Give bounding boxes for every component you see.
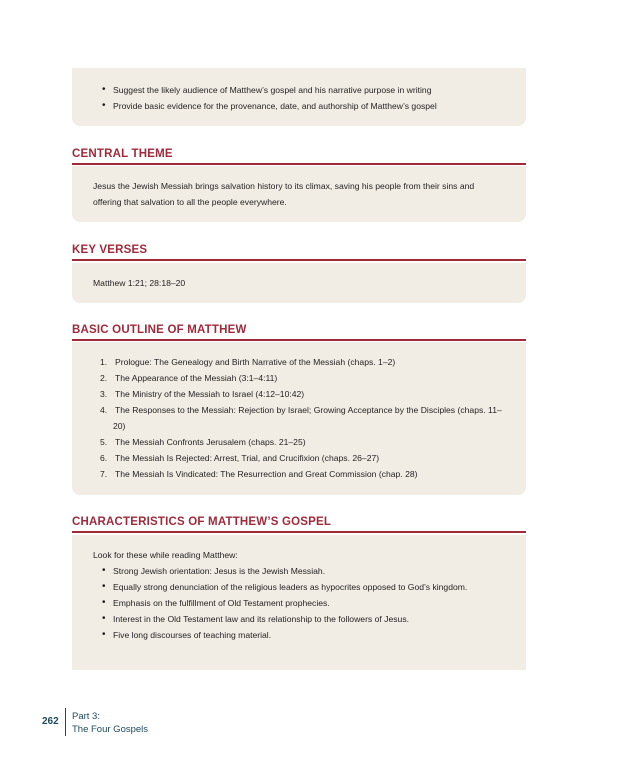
list-item: • Equally strong denunciation of the religious leaders as hypocrites opposed to God’s kingdom.	[102, 579, 506, 595]
list-item: • Emphasis on the fulfillment of Old Testament prophecies.	[102, 595, 506, 611]
key-verses-box	[72, 263, 526, 303]
list-item: • Suggest the likely audience of Matthew’s gospel and his narrative purpose in writing	[102, 82, 506, 98]
key-verses-heading: KEY VERSES	[72, 244, 526, 261]
characteristics-list	[102, 563, 506, 643]
characteristics-heading: CHARACTERISTICS OF MATTHEW’S GOSPEL	[72, 516, 526, 533]
list-item: 2. The Appearance of the Messiah (3:1–4:11)	[100, 373, 278, 383]
central-theme-box	[72, 166, 526, 222]
outline-box	[72, 342, 526, 495]
characteristics-intro: Look for these while reading Matthew:	[93, 550, 238, 560]
list-item: • Strong Jewish orientation: Jesus is the Jewish Messiah.	[102, 563, 506, 579]
list-item: 4. The Responses to the Messiah: Rejection by Israel; Growing Acceptance by the Disciples (chaps. 11–20)	[100, 405, 502, 431]
objectives-list	[102, 82, 506, 114]
list-item: 5. The Messiah Confronts Jerusalem (chaps. 21–25)	[100, 437, 306, 447]
list-item: 1. Prologue: The Genealogy and Birth Narrative of the Messiah (chaps. 1–2)	[100, 357, 396, 367]
central-theme-heading: CENTRAL THEME	[72, 148, 526, 165]
list-item: • Provide basic evidence for the provenance, date, and authorship of Matthew’s gospel	[102, 98, 506, 114]
page-number: 262	[42, 716, 59, 727]
list-item: 3. The Ministry of the Messiah to Israel (4:12–10:42)	[100, 389, 305, 399]
list-item: 6. The Messiah Is Rejected: Arrest, Trial, and Crucifixion (chaps. 26–27)	[100, 453, 380, 463]
outline-heading: BASIC OUTLINE OF MATTHEW	[72, 324, 526, 341]
objectives-box	[72, 68, 526, 126]
characteristics-box	[72, 535, 526, 670]
footer-title: The Four Gospels	[72, 724, 149, 735]
list-item: • Interest in the Old Testament law and its relationship to the followers of Jesus.	[102, 611, 506, 627]
central-theme-text: Jesus the Jewish Messiah brings salvation history to its climax, saving his people from their sins and offering that salvation to all the people everywhere.	[93, 181, 475, 207]
list-item: • Five long discourses of teaching material.	[102, 627, 506, 643]
footer-part: Part 3:	[72, 711, 100, 722]
outline-list	[102, 354, 506, 482]
footer-divider	[65, 708, 66, 736]
running-footer	[72, 710, 148, 736]
key-verses-text: Matthew 1:21; 28:18–20	[93, 278, 186, 288]
list-item: 7. The Messiah Is Vindicated: The Resurrection and Great Commission (chap. 28)	[100, 469, 418, 479]
